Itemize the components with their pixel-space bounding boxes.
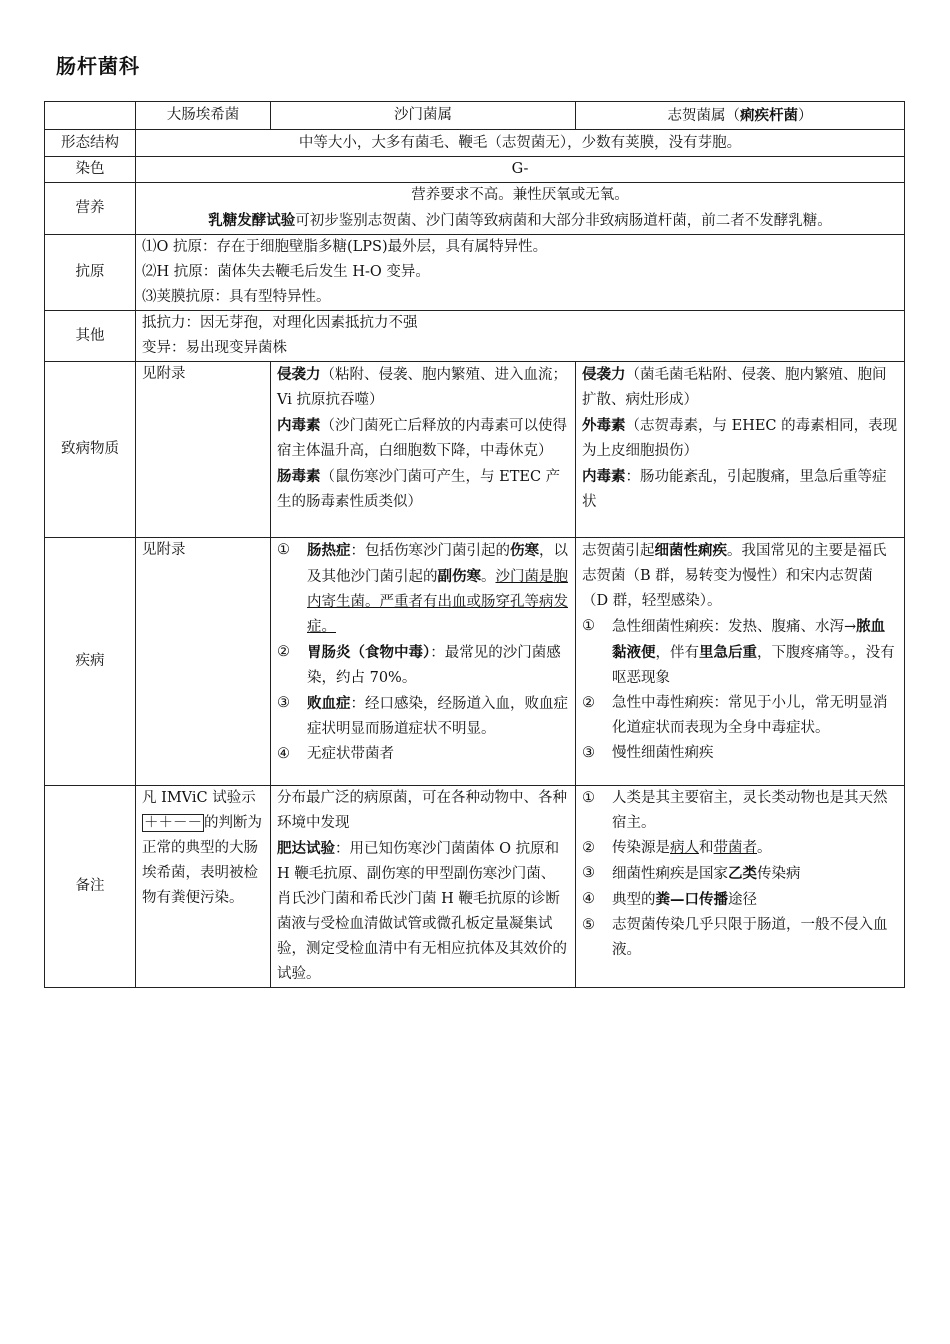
notes-ecoli: 凡 IMViC 试验示＋＋－－ 的判断为正常的典型的大肠埃希菌，表明被检物有粪便污染。 xyxy=(136,786,271,988)
pathogenic-ecoli: 见附录 xyxy=(136,362,271,538)
list-item: ③ 细菌性痢疾是国家乙类传染病 xyxy=(582,865,801,882)
morphology-row xyxy=(45,130,905,157)
list-item: ② 胃肠炎（食物中毒）：最常见的沙门菌感染，约占 70%。 xyxy=(277,644,561,686)
stain-text: G- xyxy=(136,157,905,183)
header-ecoli: 大肠埃希菌 xyxy=(136,102,271,130)
bacteria-table xyxy=(44,101,905,988)
list-item: ⑤ 志贺菌传染几乎只限于肠道，一般不侵入血液。 xyxy=(582,917,888,958)
row-label-disease: 疾病 xyxy=(45,538,136,786)
row-label-antigen: 抗原 xyxy=(45,235,136,311)
row-label-pathogenic: 致病物质 xyxy=(45,362,136,538)
list-item: ① 人类是其主要宿主，灵长类动物也是其天然宿主。 xyxy=(582,790,888,831)
list-item: ④ 无症状带菌者 xyxy=(277,746,394,762)
header-shigella: 志贺菌属（痢疾杆菌） xyxy=(576,102,905,130)
stain-row xyxy=(45,157,905,183)
header-empty-cell xyxy=(45,102,136,130)
nutrition-text: 营养要求不高。兼性厌氧或无氧。 乳糖发酵试验可初步鉴别志贺菌、沙门菌等致病菌和大部分非致病肠道杆菌，前二者不发酵乳糖。 xyxy=(136,183,905,235)
list-item: ② 急性中毒性痢疾：常见于小儿，常无明显消化道症状而表现为全身中毒症状。 xyxy=(582,695,888,736)
notes-shigella xyxy=(576,786,905,988)
nutrition-row xyxy=(45,183,905,235)
notes-salmonella: 分布最广泛的病原菌，可在各种动物中、各种环境中发现 肥达试验：用已知伤寒沙门菌菌体 O 抗原和 H 鞭毛抗原、副伤寒的甲型副伤寒沙门菌、肖氏沙门菌和希氏沙门菌 H 鞭毛抗原的诊断菌液与受检血清做试管或微孔板定量凝集试验，测定受检血清中有无相应抗体及其效价的试验。 xyxy=(271,786,576,988)
list-item: ④ 典型的粪—口传播途径 xyxy=(582,891,757,908)
antigen-row xyxy=(45,235,905,311)
disease-salmonella xyxy=(271,538,576,786)
pathogenic-row xyxy=(45,362,905,538)
header-row xyxy=(45,102,905,130)
row-label-other: 其他 xyxy=(45,311,136,362)
other-row xyxy=(45,311,905,362)
other-text: 抵抗力：因无芽孢，对理化因素抵抗力不强 变异：易出现变异菌株 xyxy=(136,311,905,362)
disease-ecoli: 见附录 xyxy=(136,538,271,786)
list-item: ② 传染源是病人和带菌者。 xyxy=(582,840,772,856)
list-item: ① 肠热症：包括伤寒沙门菌引起的伤寒，以及其他沙门菌引起的副伤寒。沙门菌是胞内寄生菌。严重者有出血或肠穿孔等病发症。 xyxy=(277,542,568,635)
list-item: ① 急性细菌性痢疾：发热、腹痛、水泻→脓血黏液便，伴有里急后重，下腹疼痛等。，没有呕恶现象 xyxy=(582,618,895,686)
notes-row xyxy=(45,786,905,988)
imvic-result-box: ＋＋－－ xyxy=(144,815,202,831)
row-label-notes: 备注 xyxy=(45,786,136,988)
page-title: 肠杆菌科 xyxy=(56,54,140,78)
row-label-nutrition: 营养 xyxy=(45,183,136,235)
disease-shigella: 志贺菌引起细菌性痢疾。我国常见的主要是福氏志贺菌（B 群，易转变为慢性）和宋内志贺菌（D 群，轻型感染）。 ① 急性细菌性痢疾：发热、腹痛、水泻→脓血黏液便，伴有里急后重，下腹疼痛等。，没有呕恶现象 ② 急性中毒性痢疾：常见于小儿，常无明显消化道症状而表现为全身中毒症状。 ③ 慢性细菌性痢疾 xyxy=(576,538,905,786)
row-label-stain: 染色 xyxy=(45,157,136,183)
header-salmonella: 沙门菌属 xyxy=(271,102,576,130)
pathogenic-salmonella: 侵袭力（粘附、侵袭、胞内繁殖、进入血流；Vi 抗原抗吞噬） 内毒素（沙门菌死亡后释放的内毒素可以使得宿主体温升高，白细胞数下降，中毒休克） 肠毒素（鼠伤寒沙门菌可产生，与 ETEC 产生的肠毒素性质类似） xyxy=(271,362,576,538)
morphology-text: 中等大小，大多有菌毛、鞭毛（志贺菌无），少数有荚膜，没有芽胞。 xyxy=(136,130,905,157)
row-label-morphology: 形态结构 xyxy=(45,130,136,157)
antigen-text: ⑴O 抗原：存在于细胞壁脂多糖(LPS)最外层，具有属特异性。 ⑵H 抗原：菌体失去鞭毛后发生 H-O 变异。 ⑶荚膜抗原：具有型特异性。 xyxy=(136,235,905,311)
list-item: ③ 败血症：经口感染，经肠道入血，败血症症状明显而肠道症状不明显。 xyxy=(277,695,568,737)
disease-row xyxy=(45,538,905,786)
list-item: ③ 慢性细菌性痢疾 xyxy=(582,745,714,761)
pathogenic-shigella: 侵袭力（菌毛菌毛粘附、侵袭、胞内繁殖、胞间扩散、病灶形成） 外毒素（志贺毒素，与 EHEC 的毒素相同，表现为上皮细胞损伤） 内毒素：肠功能紊乱，引起腹痛，里急后重等症状 xyxy=(576,362,905,538)
